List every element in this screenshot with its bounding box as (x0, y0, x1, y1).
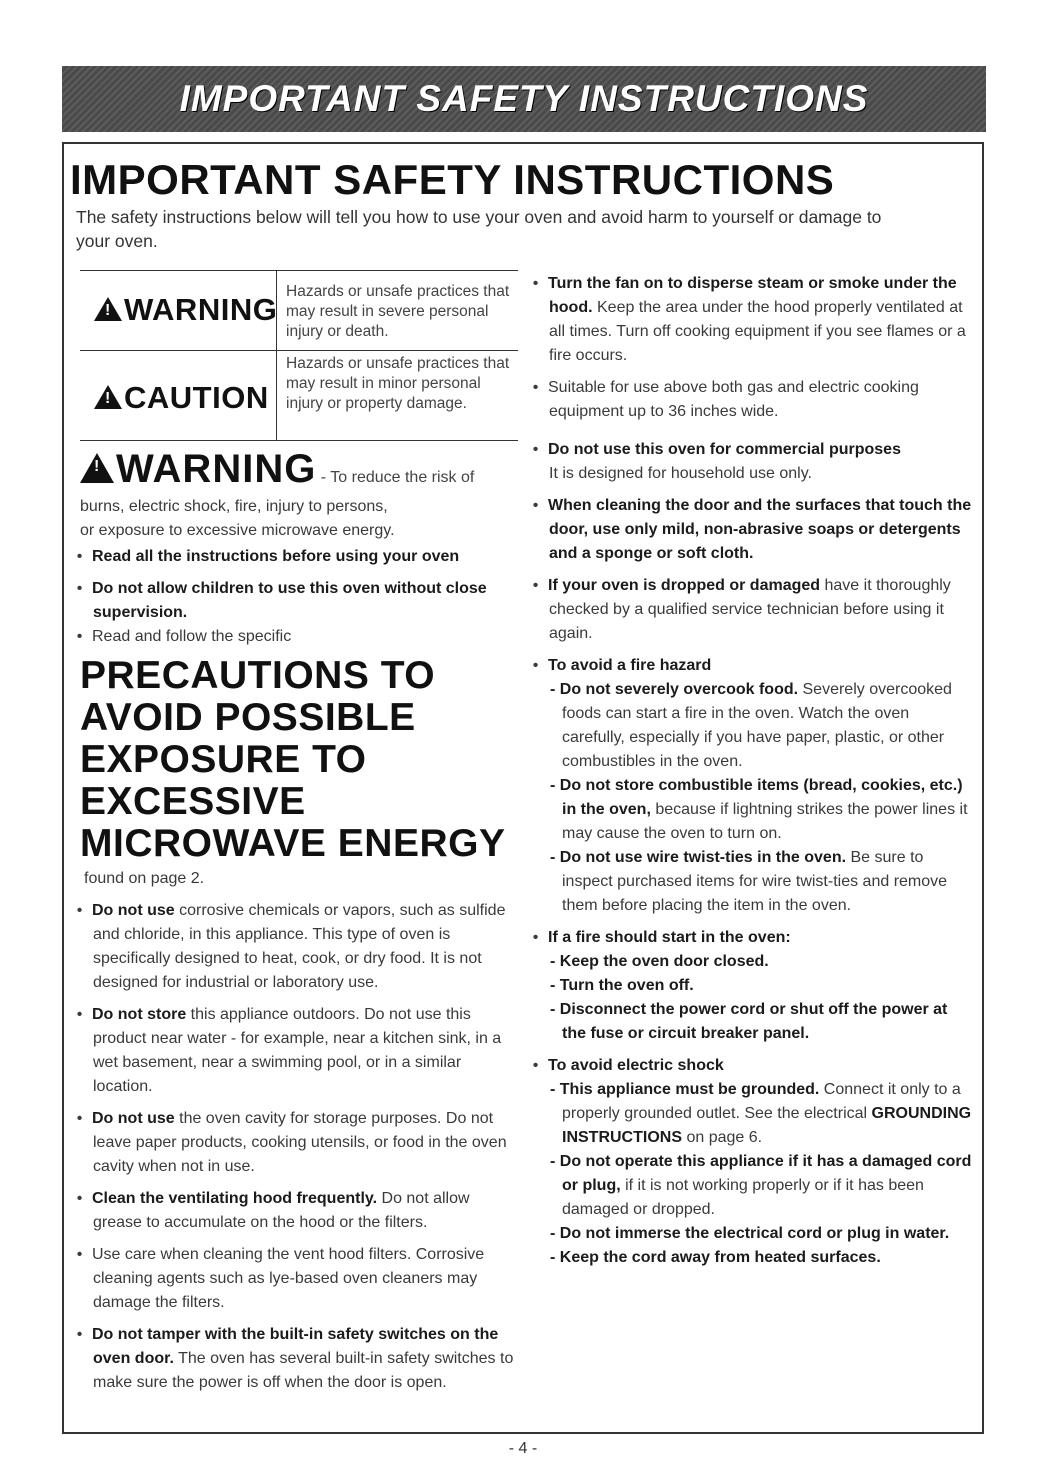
table-top-rule (80, 270, 518, 271)
warning-heading: !WARNING - To reduce the risk of (80, 447, 474, 492)
heated-surfaces-item: - Keep the cord away from heated surfaces. (550, 1249, 881, 1266)
do-not-store-outdoors: • Do not store this appliance outdoors. Do not use this product near water - for example, near a kitchen sink, in a wet basement, near a swimming pool, or in a similar location. (76, 1006, 502, 1095)
read-all-item: • Read all the instructions before using your oven (76, 548, 460, 565)
signal-word-table (80, 270, 518, 440)
do-not-use-chemicals: • Do not use corrosive chemicals or vapors, such as sulfide and chloride, in this appliance. This type of oven is specifically designed to heat, cook, or dry food. It is not designed for industrial or laboratory use. (76, 902, 506, 991)
table-bottom-rule (80, 440, 518, 441)
turn-oven-off: - Turn the oven off. (550, 977, 694, 994)
right-column (532, 272, 972, 1270)
fire-hazard-item: • To avoid a fire hazard (532, 657, 712, 674)
immerse-item: - Do not immerse the electrical cord or plug in water. (550, 1225, 950, 1242)
caution-definition: Hazards or unsafe practices that may result in minor personal injury or property damage. (286, 355, 510, 412)
intro-text: The safety instructions below will tell you how to use your oven and avoid harm to yourself or damage to your oven. (76, 207, 882, 251)
precautions-heading: PRECAUTIONS TO AVOID POSSIBLE EXPOSURE TO EXCESSIVE MICROWAVE ENERGY (80, 654, 506, 865)
caution-label: !CAUTION (94, 380, 269, 416)
grounded-item: - This appliance must be grounded. Connect it only to a properly grounded outlet. See the electrical GROUNDING INSTRUCTIONS on page 6. (550, 1081, 972, 1146)
read-follow-item: • Read and follow the specific (76, 628, 292, 645)
warning-text-1: burns, electric shock, fire, injury to persons, (80, 498, 388, 515)
electric-shock-item: • To avoid electric shock (532, 1057, 724, 1074)
clean-hood-item: • Clean the ventilating hood frequently. Do not allow grease to accumulate on the hood or the filters. (76, 1190, 470, 1231)
use-care-item: • Use care when cleaning the vent hood filters. Corrosive cleaning agents such as lye-based oven cleaners may damage the filters. (76, 1246, 485, 1311)
fire-start-item: • If a fire should start in the oven: (532, 929, 791, 946)
overcook-item: - Do not severely overcook food. Severely overcooked foods can start a fire in the oven. Watch the oven carefully, especially if you have paper, plastic, or other combustibles in the oven. (550, 681, 952, 770)
found-on-page: found on page 2. (84, 870, 205, 887)
warning-text-2: or exposure to excessive microwave energy. (80, 522, 395, 539)
table-mid-rule (80, 350, 518, 351)
children-item: • Do not allow children to use this oven without close supervision. (76, 580, 487, 621)
caution-triangle-icon (94, 385, 122, 409)
left-column (76, 495, 520, 1403)
page-title: IMPORTANT SAFETY INSTRUCTIONS (70, 156, 835, 203)
combustible-item: - Do not store combustible items (bread, cookies, etc.) in the oven, because if lightning strikes the power lines it may cause the oven to turn on. (550, 777, 968, 842)
fan-item: • Turn the fan on to disperse steam or smoke under the hood. Keep the area under the hood properly ventilated at all times. Turn off cooking equipment if you see flames or a fire occurs. (532, 275, 966, 364)
cleaning-door-item: • When cleaning the door and the surfaces that touch the door, use only mild, non-abrasive soaps or detergents and a sponge or soft cloth. (532, 497, 972, 562)
page-number: - 4 - (508, 1440, 538, 1457)
dropped-item: • If your oven is dropped or damaged have it thoroughly checked by a qualified service technician before using it again. (532, 577, 951, 642)
warning-heading-icon (80, 453, 114, 483)
commercial-item: • Do not use this oven for commercial purposes It is designed for household use only. (532, 441, 901, 482)
do-not-use-storage: • Do not use the oven cavity for storage purposes. Do not leave paper products, cooking utensils, or food in the oven cavity when not in use. (76, 1110, 507, 1175)
keep-door-closed: - Keep the oven door closed. (550, 953, 769, 970)
damaged-cord-item: - Do not operate this appliance if it has a damaged cord or plug, if it is not working properly or if it has been damaged or dropped. (550, 1153, 972, 1218)
banner-title: IMPORTANT SAFETY INSTRUCTIONS (179, 78, 869, 119)
warning-triangle-icon (94, 297, 122, 321)
tamper-item: • Do not tamper with the built-in safety switches on the oven door. The oven has several built-in safety switches to make sure the power is off when the door is open. (76, 1326, 514, 1391)
disconnect-power: - Disconnect the power cord or shut off the power at the fuse or circuit breaker panel. (550, 1001, 948, 1042)
warning-definition: Hazards or unsafe practices that may result in severe personal injury or death. (286, 283, 510, 340)
suitable-item: • Suitable for use above both gas and electric cooking equipment up to 36 inches wide. (532, 379, 919, 420)
twist-ties-item: - Do not use wire twist-ties in the oven. Be sure to inspect purchased items for wire twist-ties and remove them before placing the item in the oven. (550, 849, 948, 914)
warning-label: !WARNING (94, 292, 277, 328)
header-banner (62, 66, 986, 132)
